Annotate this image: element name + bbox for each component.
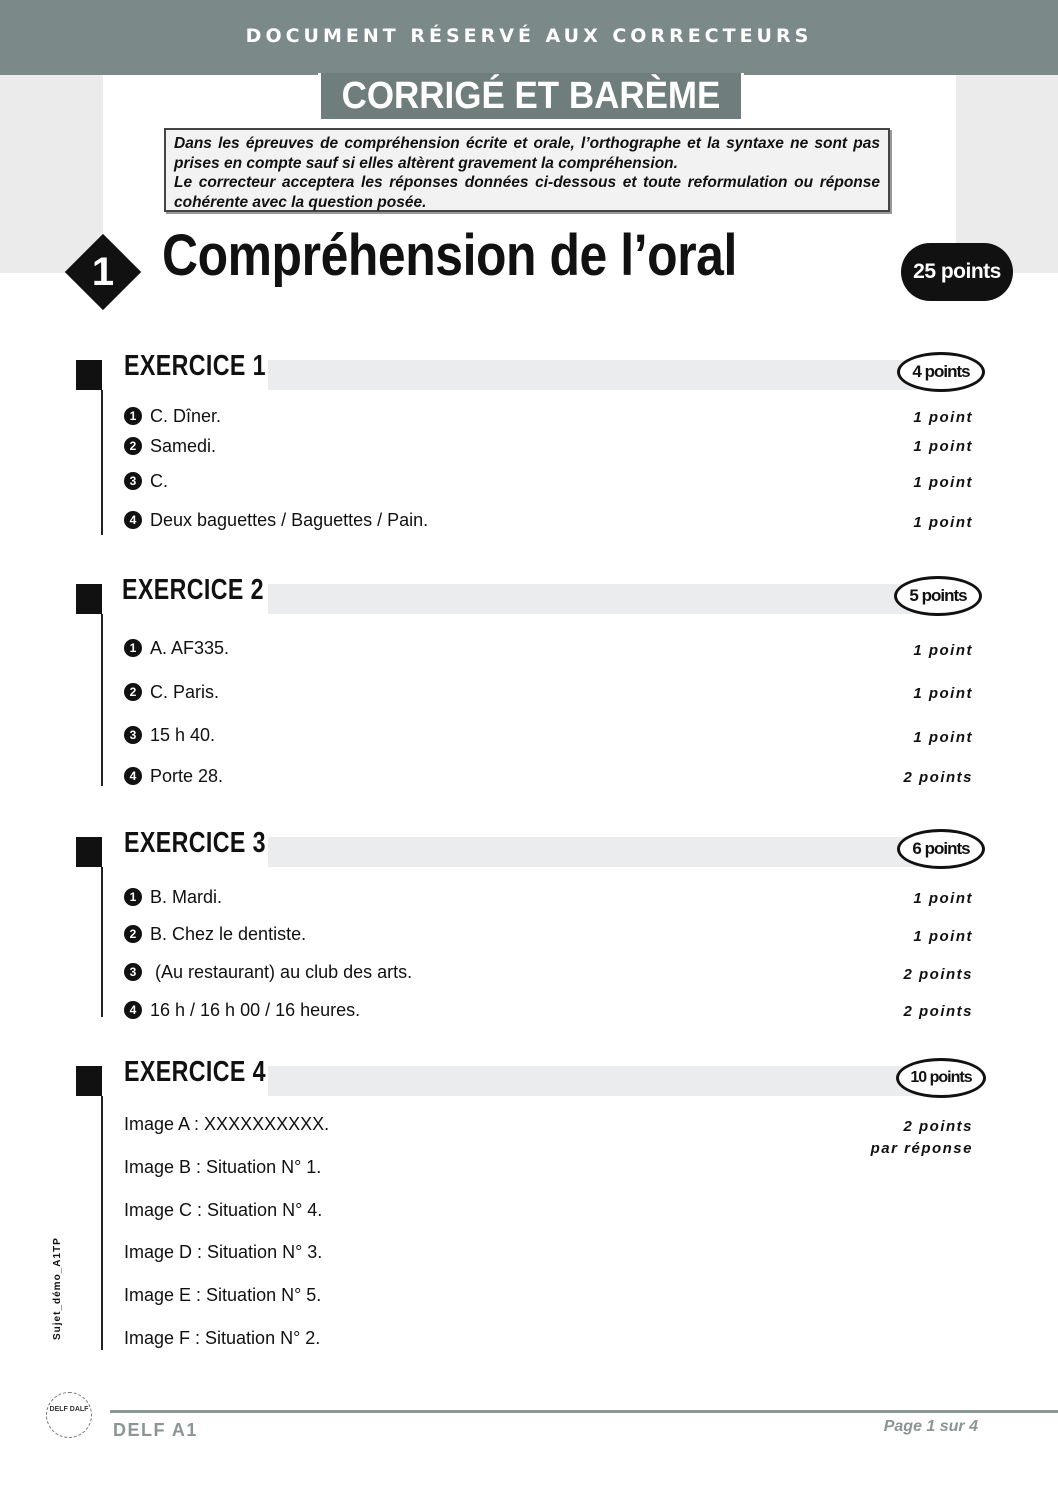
delf-dalf-logo: DELF DALF	[46, 1392, 92, 1438]
exercise-marker	[76, 584, 102, 614]
answer-text: A. AF335.	[150, 638, 230, 658]
exercise-points-badge: 6 points	[897, 829, 985, 869]
number-bullet: 3	[124, 963, 142, 981]
footer-rule	[110, 1410, 1058, 1413]
answer-text: B. Chez le dentiste.	[150, 924, 307, 944]
answer-row	[124, 962, 412, 983]
number-bullet: 3	[124, 472, 142, 490]
section-total-badge: 25 points	[901, 243, 1013, 301]
answer-row	[124, 887, 222, 908]
exercise-title: EXERCICE 3	[124, 827, 266, 859]
answer-score: 1 point	[913, 928, 973, 945]
answer-text: C.	[150, 471, 168, 491]
exercise-header-bar	[268, 837, 918, 867]
answer-score: 1 point	[913, 685, 973, 702]
exercise-points-badge: 4 points	[897, 352, 985, 392]
exercise-title: EXERCICE 4	[124, 1056, 266, 1088]
answer-score: 1 point	[913, 474, 973, 491]
number-bullet: 1	[124, 407, 142, 425]
number-bullet: 3	[124, 726, 142, 744]
footer-exam-label: DELF A1	[113, 1420, 198, 1440]
answer-text: C. Paris.	[150, 682, 220, 702]
exercise-rule	[101, 614, 103, 786]
answer-score: 2 points	[903, 1003, 973, 1020]
answer-text: B. Mardi.	[150, 887, 223, 907]
exercise-4-score: 2 points	[903, 1118, 973, 1135]
answer-text: Samedi.	[150, 436, 217, 456]
note-line-2: Le correcteur acceptera les réponses données ci-dessous et toute reformulation ou réponse cohérente avec la question posée.	[174, 174, 880, 211]
main-title-box	[318, 73, 744, 119]
number-bullet: 4	[124, 767, 142, 785]
exercise-title: EXERCICE 1	[124, 350, 266, 382]
document-code: Sujet_démo_A1TP	[52, 1237, 63, 1340]
answer-row	[124, 436, 216, 457]
number-bullet: 1	[124, 639, 142, 657]
number-bullet: 2	[124, 683, 142, 701]
answer-row: Image F : Situation N° 2.	[124, 1328, 321, 1348]
answer-score: 1 point	[913, 890, 973, 907]
note-line-1: Dans les épreuves de compréhension écrite et orale, l’orthographe et la syntaxe ne sont pas prises en compte sauf si elles altèrent gravement la compréhension.	[174, 135, 880, 172]
answer-score: 1 point	[913, 642, 973, 659]
answer-row: Image D : Situation N° 3.	[124, 1242, 323, 1262]
answer-row	[124, 924, 306, 945]
number-bullet: 4	[124, 511, 142, 529]
exercise-marker	[76, 837, 102, 867]
section-number: 1	[91, 250, 115, 294]
answer-row	[124, 510, 428, 531]
answer-text: 16 h / 16 h 00 / 16 heures.	[150, 1000, 361, 1020]
exercise-marker	[76, 1066, 102, 1096]
section-title: Compréhension de l’oral	[162, 223, 737, 288]
page-number: Page 1 sur 4	[883, 1418, 978, 1435]
exercise-points-badge: 5 points	[894, 576, 982, 616]
exercise-header-bar	[268, 584, 918, 614]
answer-row	[124, 471, 168, 492]
answer-row: Image A : XXXXXXXXXX.	[124, 1114, 330, 1134]
answer-text: (Au restaurant) au club des arts.	[150, 962, 413, 982]
answer-row	[124, 766, 223, 787]
exercise-header-bar	[268, 360, 918, 390]
answer-row: Image B : Situation N° 1.	[124, 1157, 322, 1177]
exercise-4-score-note: par réponse	[870, 1140, 973, 1157]
exercise-rule	[101, 867, 103, 1017]
answer-score: 1 point	[913, 514, 973, 531]
exercise-title: EXERCICE 2	[122, 574, 264, 606]
answer-score: 1 point	[913, 409, 973, 426]
instructions-note	[164, 128, 890, 212]
answer-text: 15 h 40.	[150, 725, 216, 745]
answer-row	[124, 682, 219, 703]
answer-score: 1 point	[913, 438, 973, 455]
number-bullet: 4	[124, 1001, 142, 1019]
answer-row	[124, 638, 229, 659]
number-bullet: 2	[124, 925, 142, 943]
exercise-rule	[101, 390, 103, 535]
header-banner: DOCUMENT RÉSERVÉ AUX CORRECTEURS	[0, 0, 1058, 75]
answer-text: C. Dîner.	[150, 406, 222, 426]
answer-row	[124, 406, 221, 427]
number-bullet: 2	[124, 437, 142, 455]
exercise-marker	[76, 360, 102, 390]
answer-row	[124, 725, 215, 746]
exercise-points-badge: 10 points	[896, 1058, 986, 1098]
answer-score: 1 point	[913, 729, 973, 746]
answer-score: 2 points	[903, 966, 973, 983]
exercise-rule	[101, 1096, 103, 1350]
answer-text: Porte 28.	[150, 766, 224, 786]
main-title: CORRIGÉ ET BARÈME	[341, 75, 721, 117]
answer-row	[124, 1000, 360, 1021]
answer-row: Image E : Situation N° 5.	[124, 1285, 322, 1305]
answer-text: Deux baguettes / Baguettes / Pain.	[150, 510, 429, 530]
answer-row: Image C : Situation N° 4.	[124, 1200, 323, 1220]
answer-score: 2 points	[903, 769, 973, 786]
exercise-header-bar	[268, 1066, 918, 1096]
number-bullet: 1	[124, 888, 142, 906]
